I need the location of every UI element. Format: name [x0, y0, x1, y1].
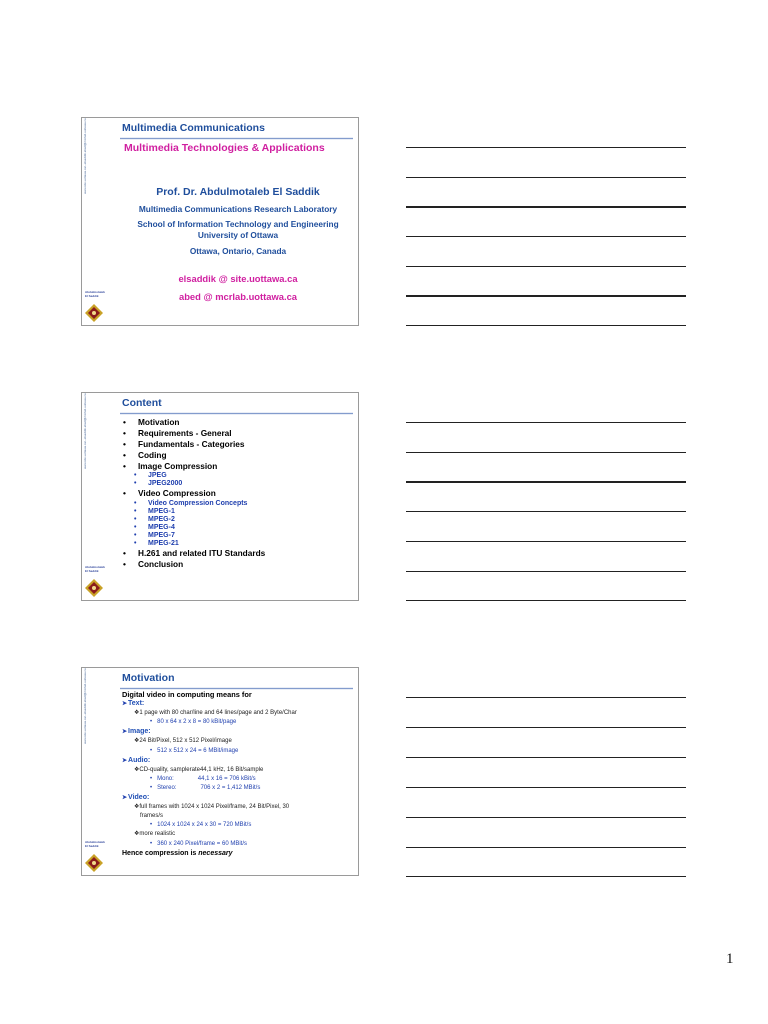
image-item: ❖ 24 Bit/Pixel, 512 x 512 Pixel/image — [122, 737, 354, 746]
title-divider — [120, 412, 353, 415]
note-line — [406, 266, 686, 267]
author-name: Prof. Dr. Abdulmotaleb El Saddik — [156, 186, 320, 198]
text-value: • 80 x 64 x 2 x 8 = 80 kBit/page — [122, 718, 354, 727]
university-emblem-icon — [85, 579, 103, 597]
content-subitem: • Video Compression Concepts — [122, 500, 354, 508]
note-line — [406, 147, 686, 148]
page-number: 1 — [726, 951, 734, 967]
slide-title: Content — [122, 397, 162, 409]
slide-title: Multimedia Communications — [122, 122, 265, 134]
content-subitem: • MPEG-7 — [122, 532, 354, 540]
content-item: • Video Compression — [122, 488, 354, 499]
motivation-body — [122, 690, 354, 858]
note-line — [406, 541, 686, 542]
slide-sidebar — [82, 118, 106, 325]
category-text: ➤ Text: — [122, 699, 354, 709]
slide-sidebar — [82, 393, 106, 600]
slide-subtitle: Multimedia Technologies & Applications — [124, 142, 325, 154]
conclusion-emphasis: necessary — [198, 849, 233, 857]
note-line — [406, 847, 686, 848]
university-emblem-icon — [85, 854, 103, 872]
sidebar-vertical-text: www.site.uottawa.ca/~elsaddik abed@mcrlab.uottawa.ca — [83, 118, 87, 194]
category-image: ➤ Image: — [122, 727, 354, 737]
note-line — [406, 571, 686, 572]
mono-value: 44,1 x 16 = 706 kBit/s — [197, 775, 256, 782]
text-item: ❖ 1 page with 80 char/line and 64 lines/page and 2 Byte/Char — [122, 709, 354, 718]
note-line — [406, 236, 686, 237]
note-line — [406, 206, 686, 208]
school-line-1: School of Information Technology and Engineering — [137, 219, 339, 229]
motivation-conclusion — [122, 849, 354, 858]
video-item — [122, 803, 354, 821]
content-item: • Fundamentals - Categories — [122, 439, 354, 450]
lab-name: Multimedia Communications Research Laboratory — [138, 204, 338, 214]
note-line — [406, 727, 686, 728]
video-value: • 1024 x 1024 x 24 x 30 = 720 MBit/s — [122, 821, 354, 830]
mono-label: Mono: — [157, 775, 174, 782]
content-subitem: • JPEG2000 — [122, 480, 354, 488]
sidebar-logo-text: Abdulmotaleb El Saddik — [85, 840, 105, 848]
content-subitem: • MPEG-21 — [122, 540, 354, 548]
slide-title-page — [81, 117, 359, 326]
content-item: • Coding — [122, 450, 354, 461]
content-subitem: • MPEG-2 — [122, 516, 354, 524]
image-value: • 512 x 512 x 24 = 6 MBit/image — [122, 747, 354, 756]
note-line — [406, 452, 686, 453]
slide-title: Motivation — [122, 672, 175, 684]
slide-sidebar — [82, 668, 106, 875]
category-video: ➤ Video: — [122, 793, 354, 803]
audio-item: ❖ CD-quality, samplerate44,1 kHz, 16 Bit/sample — [122, 766, 354, 775]
school-line-2: University of Ottawa — [197, 230, 279, 240]
email-2[interactable]: abed @ mcrlab.uottawa.ca — [178, 291, 298, 302]
sidebar-vertical-text: www.site.uottawa.ca/~elsaddik abed@mcrlab.uottawa.ca — [83, 668, 87, 744]
conclusion-prefix: Hence compression is — [122, 849, 199, 857]
slide-motivation — [81, 667, 359, 876]
stereo-label: Stereo: — [157, 784, 177, 791]
content-subitem: • MPEG-1 — [122, 508, 354, 516]
note-line — [406, 177, 686, 178]
note-line — [406, 295, 686, 297]
note-line — [406, 757, 686, 758]
sidebar-logo-text: Abdulmotaleb El Saddik — [85, 290, 105, 298]
content-item: • H.261 and related ITU Standards — [122, 548, 354, 559]
content-subitem: • JPEG — [122, 472, 354, 480]
audio-mono — [122, 775, 354, 784]
content-item: • Conclusion — [122, 559, 354, 570]
note-line — [406, 481, 686, 483]
content-subitem: • MPEG-4 — [122, 524, 354, 532]
realistic-item: ❖ more realistic — [122, 830, 354, 839]
title-divider — [120, 137, 353, 140]
note-line — [406, 600, 686, 601]
note-line — [406, 511, 686, 512]
note-line — [406, 697, 686, 698]
content-item: • Image Compression — [122, 461, 354, 472]
location: Ottawa, Ontario, Canada — [189, 246, 287, 256]
note-line — [406, 787, 686, 788]
note-line — [406, 422, 686, 423]
category-audio: ➤ Audio: — [122, 756, 354, 766]
content-list — [122, 417, 354, 570]
audio-stereo — [122, 784, 354, 793]
note-line — [406, 817, 686, 818]
video-item-line-2: frames/s — [140, 813, 164, 820]
realistic-value: • 360 x 240 Pixel/frame = 60 MBit/s — [122, 840, 354, 849]
note-line — [406, 876, 686, 877]
sidebar-logo-text: Abdulmotaleb El Saddik — [85, 565, 105, 573]
content-item: • Motivation — [122, 417, 354, 428]
university-emblem-icon — [85, 304, 103, 322]
motivation-intro: Digital video in computing means for — [122, 690, 252, 699]
note-line — [406, 325, 686, 326]
email-1[interactable]: elsaddik @ site.uottawa.ca — [178, 273, 298, 284]
video-item-line-1: full frames with 1024 x 1024 Pixel/frame, 24 Bit/Pixel, 30 — [139, 804, 290, 811]
slide-content — [81, 392, 359, 601]
content-item: • Requirements - General — [122, 428, 354, 439]
sidebar-vertical-text: www.site.uottawa.ca/~elsaddik abed@mcrlab.uottawa.ca — [83, 393, 87, 469]
stereo-value: 706 x 2 = 1,412 MBit/s — [200, 784, 261, 791]
